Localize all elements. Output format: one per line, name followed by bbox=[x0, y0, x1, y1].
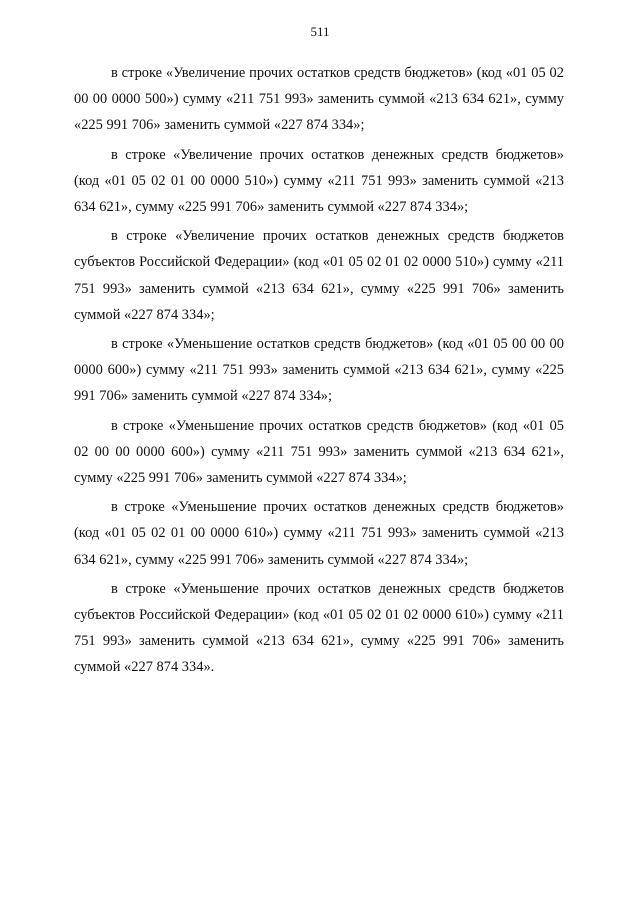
paragraph: в строке «Увеличение прочих остатков денежных средств бюджетов» (код «01 05 02 01 00 0000 510») сумму «211 751 993» заменить суммой «213 634 621», сумму «225 991 706» заменить суммой «227 874 334»; bbox=[74, 146, 564, 216]
paragraph: в строке «Уменьшение прочих остатков средств бюджетов» (код «01 05 02 00 00 0000 600») сумму «211 751 993» заменить суммой «213 634 621», сумму «225 991 706» заменить суммой «227 874 334»; bbox=[74, 417, 564, 487]
paragraph: в строке «Уменьшение остатков средств бюджетов» (код «01 05 00 00 00 0000 600») сумму «211 751 993» заменить суммой «213 634 621», сумму «225 991 706» заменить суммой «227 874 334»; bbox=[74, 336, 564, 405]
page-number: 511 bbox=[310, 24, 330, 39]
paragraph: в строке «Увеличение прочих остатков средств бюджетов» (код «01 05 02 00 00 0000 500») сумму «211 751 993» заменить суммой «213 634 621», сумму «225 991 706» заменить суммой «227 874 334»; bbox=[74, 65, 564, 134]
paragraph: в строке «Уменьшение прочих остатков денежных средств бюджетов» (код «01 05 02 01 00 0000 610») сумму «211 751 993» заменить суммой «213 634 621», сумму «225 991 706» заменить суммой «227 874 334»; bbox=[74, 499, 564, 568]
paragraph: в строке «Уменьшение прочих остатков денежных средств бюджетов субъектов Российской Федерации» (код «01 05 02 01 02 0000 610») сумму «211 751 993» заменить суммой «213 634 621», сумму «225 991 706» заменить суммой «227 874 334». bbox=[74, 580, 564, 676]
document-body bbox=[74, 60, 564, 684]
paragraph: в строке «Увеличение прочих остатков денежных средств бюджетов субъектов Российской Федерации» (код «01 05 02 01 02 0000 510») сумму «211 751 993» заменить суммой «213 634 621», сумму «225 991 706» заменить суммой «227 874 334»; bbox=[74, 228, 564, 323]
